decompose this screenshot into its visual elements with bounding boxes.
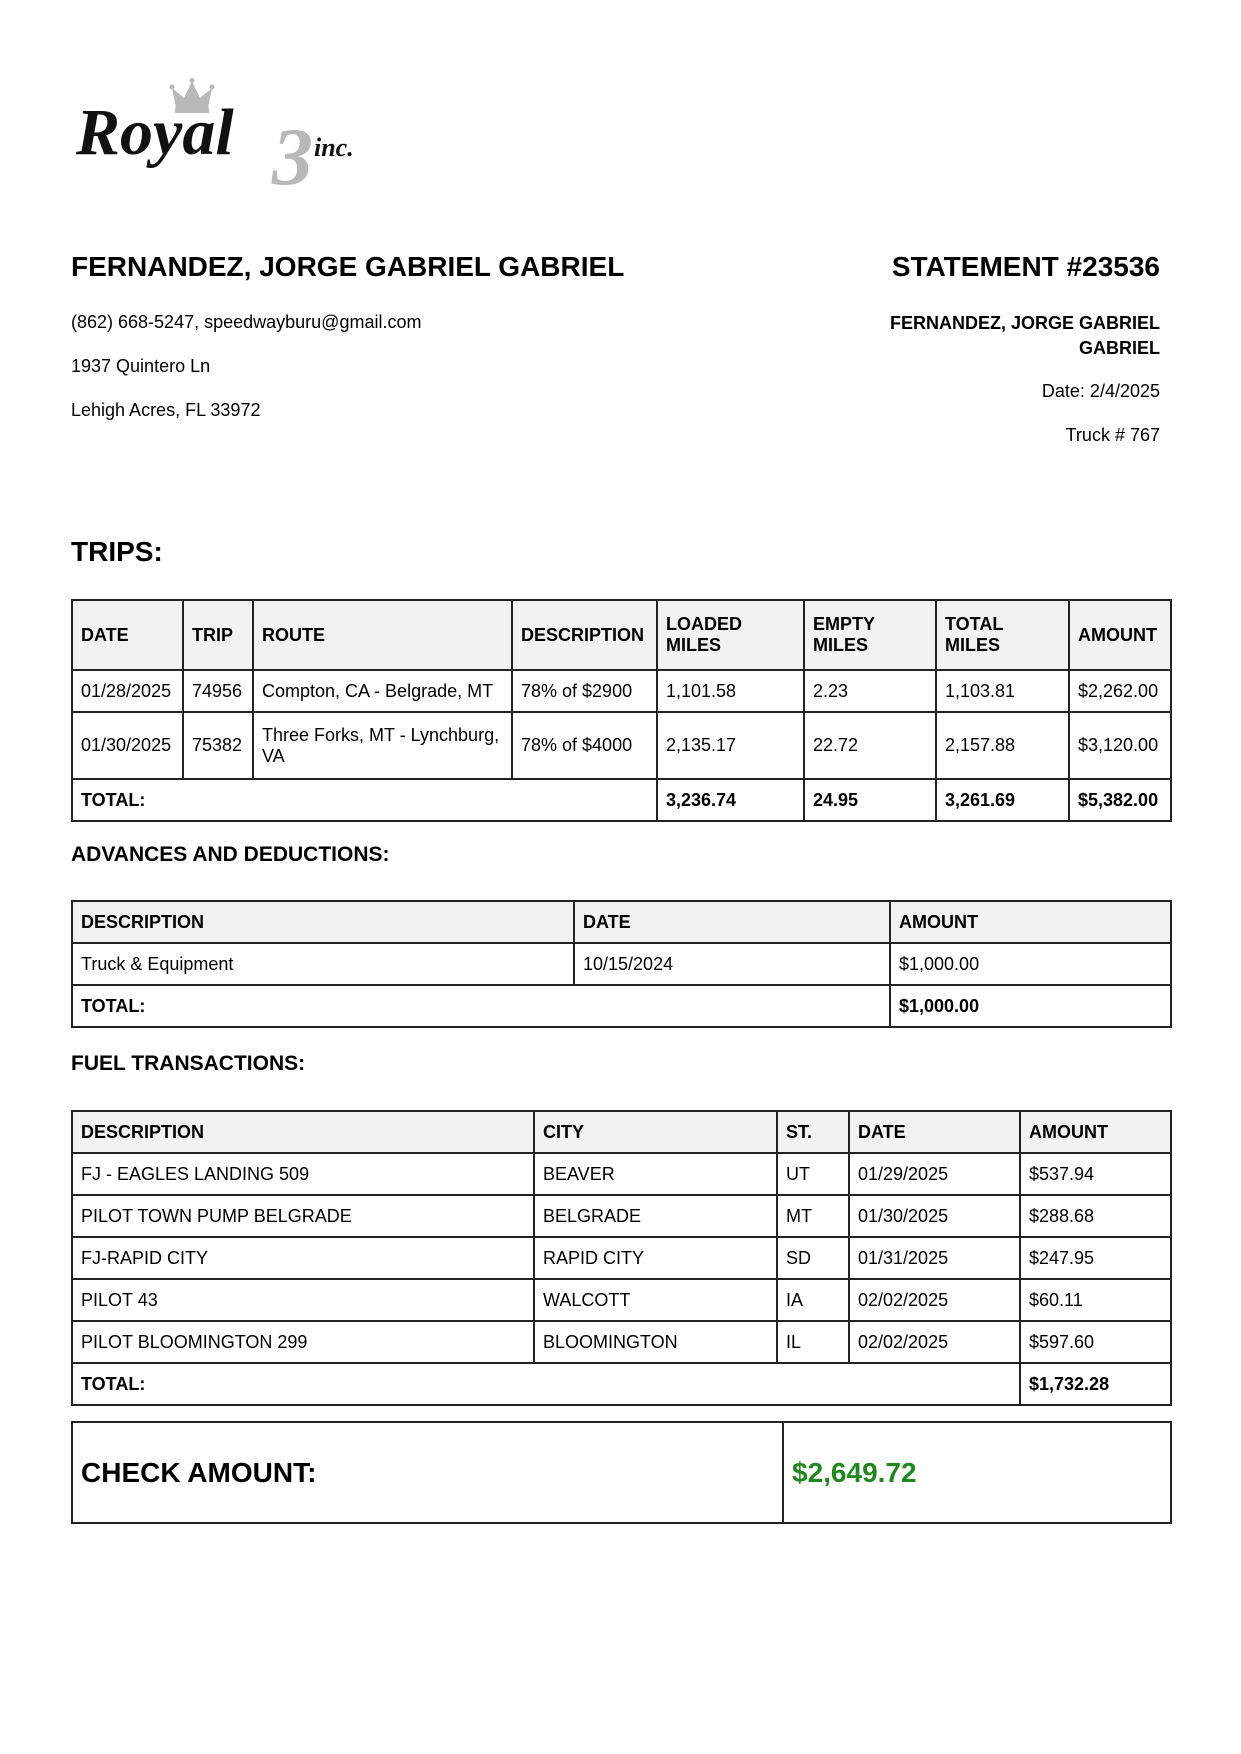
cell-trip: 75382 bbox=[183, 712, 253, 779]
column-header-trip: TRIP bbox=[183, 600, 253, 670]
cell-city: WALCOTT bbox=[534, 1279, 777, 1321]
cell-state: MT bbox=[777, 1195, 849, 1237]
logo-numeral: 3 bbox=[272, 111, 313, 188]
fuel-table bbox=[71, 1110, 1172, 1406]
statement-date: Date: 2/4/2025 bbox=[1041, 381, 1160, 401]
cell-description: 78% of $2900 bbox=[512, 670, 657, 712]
cell-description: FJ-RAPID CITY bbox=[72, 1237, 534, 1279]
cell-empty-miles: 2.23 bbox=[804, 670, 936, 712]
cell-date: 01/31/2025 bbox=[849, 1237, 1020, 1279]
cell-amount: $2,262.00 bbox=[1069, 670, 1171, 712]
cell-amount: $3,120.00 bbox=[1069, 712, 1171, 779]
cell-city: BEAVER bbox=[534, 1153, 777, 1195]
check-amount-box bbox=[71, 1421, 1172, 1524]
statement-truck: Truck # 767 bbox=[1065, 425, 1160, 445]
statement-driver-name: FERNANDEZ, JORGE GABRIEL GABRIEL bbox=[889, 313, 1160, 358]
company-logo bbox=[76, 78, 386, 188]
cell-date: 02/02/2025 bbox=[849, 1279, 1020, 1321]
table-row bbox=[72, 1279, 1171, 1321]
cell-amount: $247.95 bbox=[1020, 1237, 1171, 1279]
total-amount: $5,382.00 bbox=[1069, 779, 1171, 821]
cell-date: 10/15/2024 bbox=[574, 943, 890, 985]
cell-state: IL bbox=[777, 1321, 849, 1363]
cell-amount: $597.60 bbox=[1020, 1321, 1171, 1363]
cell-trip: 74956 bbox=[183, 670, 253, 712]
column-header-route: ROUTE bbox=[253, 600, 512, 670]
table-row bbox=[72, 1237, 1171, 1279]
cell-description: PILOT BLOOMINGTON 299 bbox=[72, 1321, 534, 1363]
cell-date: 01/30/2025 bbox=[849, 1195, 1020, 1237]
total-label: TOTAL: bbox=[72, 985, 890, 1027]
cell-route: Compton, CA - Belgrade, MT bbox=[253, 670, 512, 712]
cell-amount: $1,000.00 bbox=[890, 943, 1171, 985]
driver-address-line2: Lehigh Acres, FL 33972 bbox=[71, 400, 261, 420]
cell-state: UT bbox=[777, 1153, 849, 1195]
logo-wordmark: Royal bbox=[76, 96, 234, 169]
column-header-state: ST. bbox=[777, 1111, 849, 1153]
column-header-amount: AMOUNT bbox=[1069, 600, 1171, 670]
advances-table bbox=[71, 900, 1172, 1028]
cell-date: 01/29/2025 bbox=[849, 1153, 1020, 1195]
cell-date: 02/02/2025 bbox=[849, 1321, 1020, 1363]
column-header-loaded-miles: LOADED MILES bbox=[657, 600, 804, 670]
total-amount: $1,000.00 bbox=[890, 985, 1171, 1027]
table-row bbox=[72, 1321, 1171, 1363]
total-loaded-miles: 3,236.74 bbox=[657, 779, 804, 821]
check-amount-value: $2,649.72 bbox=[783, 1422, 1171, 1523]
column-header-description: DESCRIPTION bbox=[72, 901, 574, 943]
column-header-description: DESCRIPTION bbox=[512, 600, 657, 670]
cell-state: IA bbox=[777, 1279, 849, 1321]
driver-address-line1: 1937 Quintero Ln bbox=[71, 356, 211, 376]
royal3-logo-graphic bbox=[76, 78, 386, 188]
total-row bbox=[72, 985, 1171, 1027]
column-header-total-miles: TOTAL MILES bbox=[936, 600, 1069, 670]
total-row bbox=[72, 779, 1171, 821]
cell-date: 01/30/2025 bbox=[72, 712, 183, 779]
total-empty-miles: 24.95 bbox=[804, 779, 936, 821]
cell-description: 78% of $4000 bbox=[512, 712, 657, 779]
check-amount-label: CHECK AMOUNT: bbox=[72, 1422, 783, 1523]
table-row bbox=[72, 1153, 1171, 1195]
table-header-row bbox=[72, 901, 1171, 943]
column-header-date: DATE bbox=[849, 1111, 1020, 1153]
table-row bbox=[72, 943, 1171, 985]
table-row bbox=[72, 712, 1171, 779]
cell-state: SD bbox=[777, 1237, 849, 1279]
column-header-empty-miles: EMPTY MILES bbox=[804, 600, 936, 670]
cell-amount: $60.11 bbox=[1020, 1279, 1171, 1321]
cell-city: BELGRADE bbox=[534, 1195, 777, 1237]
column-header-amount: AMOUNT bbox=[1020, 1111, 1171, 1153]
table-row bbox=[72, 670, 1171, 712]
cell-description: FJ - EAGLES LANDING 509 bbox=[72, 1153, 534, 1195]
cell-empty-miles: 22.72 bbox=[804, 712, 936, 779]
cell-total-miles: 2,157.88 bbox=[936, 712, 1069, 779]
total-label: TOTAL: bbox=[72, 1363, 1020, 1405]
trips-section-title: TRIPS: bbox=[71, 536, 163, 567]
total-label: TOTAL: bbox=[72, 779, 657, 821]
column-header-amount: AMOUNT bbox=[890, 901, 1171, 943]
cell-description: PILOT TOWN PUMP BELGRADE bbox=[72, 1195, 534, 1237]
cell-description: PILOT 43 bbox=[72, 1279, 534, 1321]
table-header-row bbox=[72, 600, 1171, 670]
column-header-description: DESCRIPTION bbox=[72, 1111, 534, 1153]
total-row bbox=[72, 1363, 1171, 1405]
cell-city: BLOOMINGTON bbox=[534, 1321, 777, 1363]
advances-section-title: ADVANCES AND DEDUCTIONS: bbox=[71, 843, 390, 866]
total-total-miles: 3,261.69 bbox=[936, 779, 1069, 821]
column-header-city: CITY bbox=[534, 1111, 777, 1153]
total-amount: $1,732.28 bbox=[1020, 1363, 1171, 1405]
cell-loaded-miles: 2,135.17 bbox=[657, 712, 804, 779]
cell-loaded-miles: 1,101.58 bbox=[657, 670, 804, 712]
cell-total-miles: 1,103.81 bbox=[936, 670, 1069, 712]
cell-city: RAPID CITY bbox=[534, 1237, 777, 1279]
table-row bbox=[72, 1195, 1171, 1237]
cell-date: 01/28/2025 bbox=[72, 670, 183, 712]
logo-suffix: inc. bbox=[314, 133, 354, 162]
statement-title: STATEMENT #23536 bbox=[891, 251, 1160, 282]
column-header-date: DATE bbox=[72, 600, 183, 670]
driver-contact: (862) 668-5247, speedwayburu@gmail.com bbox=[71, 312, 422, 332]
cell-route: Three Forks, MT - Lynchburg, VA bbox=[253, 712, 512, 779]
fuel-section-title: FUEL TRANSACTIONS: bbox=[71, 1052, 306, 1075]
column-header-date: DATE bbox=[574, 901, 890, 943]
cell-amount: $537.94 bbox=[1020, 1153, 1171, 1195]
cell-amount: $288.68 bbox=[1020, 1195, 1171, 1237]
driver-name: FERNANDEZ, JORGE GABRIEL GABRIEL bbox=[71, 251, 625, 282]
trips-table bbox=[71, 599, 1172, 822]
table-header-row bbox=[72, 1111, 1171, 1153]
cell-description: Truck & Equipment bbox=[72, 943, 574, 985]
